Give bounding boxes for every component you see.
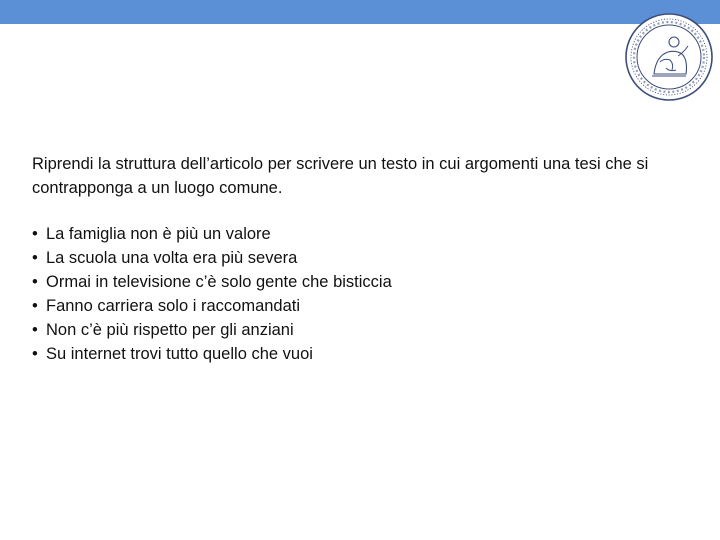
bullet-marker: • (32, 297, 38, 315)
content-area (32, 152, 692, 366)
bullet-marker: • (32, 273, 38, 291)
header-bar (0, 0, 720, 24)
list-item-text: Ormai in televisione c’è solo gente che bisticcia (46, 273, 392, 291)
list-item-text: La famiglia non è più un valore (46, 225, 271, 243)
list-item-text: Su internet trovi tutto quello che vuoi (46, 345, 313, 363)
list-item (32, 246, 692, 270)
list-item-text: Fanno carriera solo i raccomandati (46, 297, 301, 315)
list-item-text: Non c’è più rispetto per gli anziani (46, 321, 294, 339)
list-item (32, 294, 692, 318)
bullet-marker: • (32, 249, 38, 267)
list-item (32, 270, 692, 294)
bullet-marker: • (32, 225, 38, 243)
commonplace-list (32, 222, 692, 366)
list-item-text: La scuola una volta era più severa (46, 249, 298, 267)
list-item (32, 342, 692, 366)
bullet-marker: • (32, 345, 38, 363)
university-seal-icon (624, 12, 714, 102)
list-item (32, 222, 692, 246)
instruction-text: Riprendi la struttura dell’articolo per scrivere un testo in cui argomenti una tesi che si contrapponga a un luogo comune. (32, 155, 649, 197)
bullet-marker: • (32, 321, 38, 339)
list-item (32, 318, 692, 342)
